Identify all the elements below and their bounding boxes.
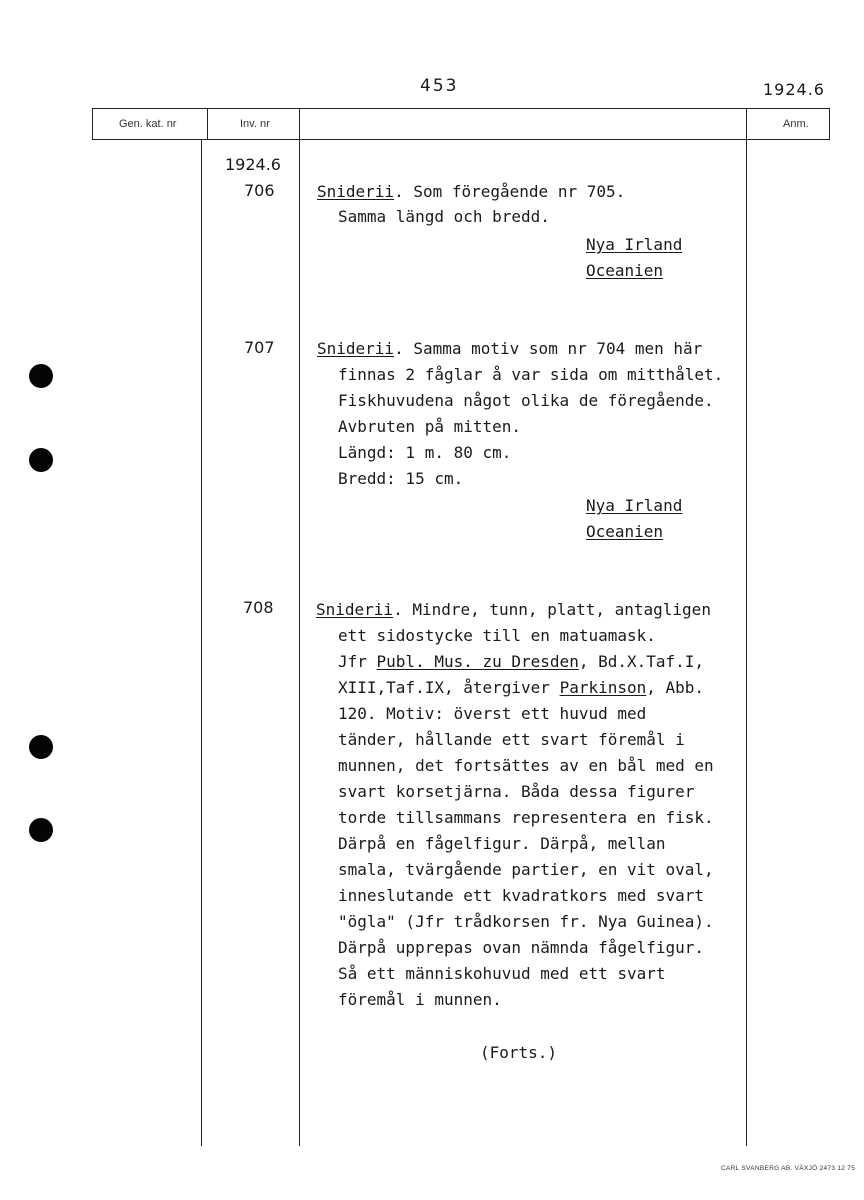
- entry-708-line: föremål i munnen.: [338, 990, 502, 1009]
- entry-708-line: 120. Motiv: överst ett huvud med: [338, 704, 647, 723]
- entry-708-title: Sniderii: [316, 600, 394, 619]
- column-divider: [92, 108, 93, 140]
- entry-706-line: Sniderii. Som föregående nr 705.: [317, 182, 626, 201]
- binder-hole: [29, 448, 53, 472]
- entry-707-line: Sniderii. Samma motiv som nr 704 men här: [317, 339, 703, 358]
- reference-author: Parkinson: [559, 678, 647, 697]
- entry-708-line: XIII,Taf.IX, återgiver Parkinson, Abb.: [338, 678, 705, 697]
- printer-imprint: CARL SVANBERG AB. VÄXJÖ 2473 12 75: [721, 1165, 856, 1172]
- entry-708-line: munnen, det fortsättes av en bål med en: [338, 756, 714, 775]
- column-header-anm: Anm.: [783, 118, 809, 130]
- entry-707-line: Fiskhuvudena något olika de föregående.: [338, 391, 714, 410]
- entry-706-locality: Nya Irland: [586, 235, 683, 254]
- entry-708-line: Jfr Publ. Mus. zu Dresden, Bd.X.Taf.I,: [338, 652, 705, 671]
- column-divider: [201, 139, 202, 1146]
- entry-708-line: "ögla" (Jfr trådkorsen fr. Nya Guinea).: [338, 912, 714, 931]
- entry-708-line: smala, tvärgående partier, en vit oval,: [338, 860, 714, 879]
- entry-708-line: Därpå en fågelfigur. Därpå, mellan: [338, 834, 666, 853]
- entry-708-line: tänder, hållande ett svart föremål i: [338, 730, 685, 749]
- entry-708-line: svart korsetjärna. Båda dessa figurer: [338, 782, 695, 801]
- inv-number-706: 706: [244, 181, 275, 200]
- binder-hole: [29, 735, 53, 759]
- entry-708-line: torde tillsammans representera en fisk.: [338, 808, 714, 827]
- inv-number-708: 708: [243, 598, 274, 617]
- inv-year: 1924.6: [225, 155, 281, 174]
- page-number: 453: [420, 76, 459, 96]
- column-divider: [829, 108, 830, 140]
- table-header-rule: [92, 139, 830, 140]
- binder-hole: [29, 364, 53, 388]
- entry-706-region: Oceanien: [586, 261, 664, 280]
- entry-706-line: Samma längd och bredd.: [338, 207, 550, 226]
- column-divider: [207, 108, 208, 140]
- entry-706-title: Sniderii: [317, 182, 395, 201]
- entry-707-region: Oceanien: [586, 522, 664, 541]
- catalog-year: 1924.6: [763, 80, 825, 99]
- column-header-inv: Inv. nr: [240, 118, 270, 130]
- entry-707-line: Avbruten på mitten.: [338, 417, 522, 436]
- column-divider: [746, 108, 747, 1146]
- entry-708-line: inneslutande ett kvadratkors med svart: [338, 886, 705, 905]
- entry-707-line: finnas 2 fåglar å var sida om mitthålet.: [338, 365, 724, 384]
- entry-707-title: Sniderii: [317, 339, 395, 358]
- column-divider: [299, 108, 300, 1146]
- entry-707-line: Längd: 1 m. 80 cm.: [338, 443, 512, 462]
- entry-708-line: Därpå upprepas ovan nämnda fågelfigur.: [338, 938, 705, 957]
- entry-707-line: Bredd: 15 cm.: [338, 469, 464, 488]
- entry-708-line: Så ett människohuvud med ett svart: [338, 964, 666, 983]
- entry-708-line: Sniderii. Mindre, tunn, platt, antagligen: [316, 600, 711, 619]
- inv-number-707: 707: [244, 338, 275, 357]
- column-header-gen-kat: Gen. kat. nr: [119, 118, 177, 130]
- entry-707-locality: Nya Irland: [586, 496, 683, 515]
- entry-708-line: ett sidostycke till en matuamask.: [338, 626, 656, 645]
- binder-hole: [29, 818, 53, 842]
- continued-note: (Forts.): [480, 1043, 558, 1062]
- reference-publication: Publ. Mus. zu Dresden: [376, 652, 579, 671]
- table-top-rule: [92, 108, 830, 109]
